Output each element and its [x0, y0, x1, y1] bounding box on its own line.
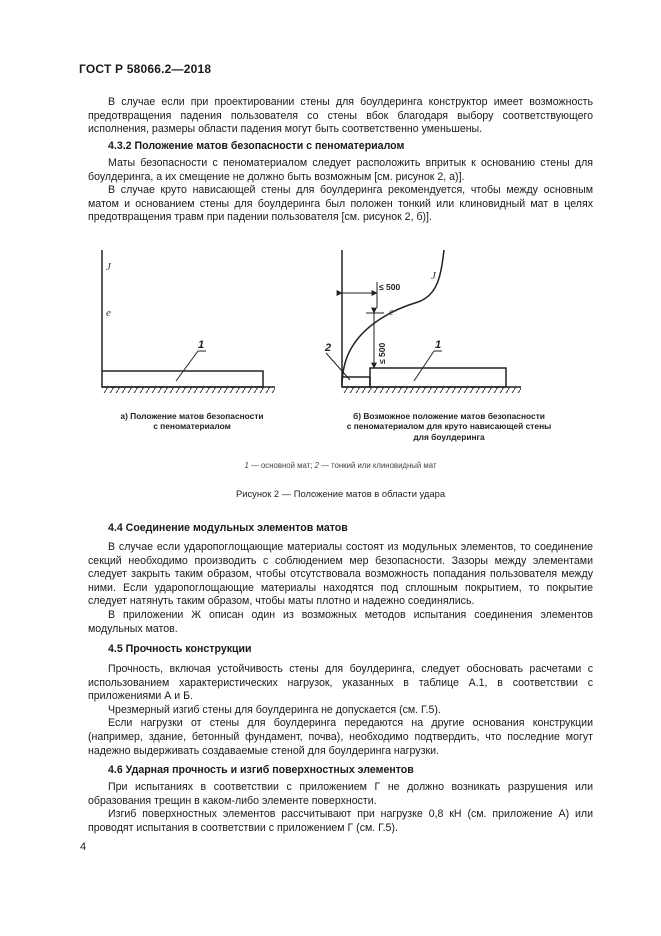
main-mat-a [102, 371, 263, 387]
wall-mark-b1: J [431, 270, 436, 282]
main-mat-b [370, 368, 506, 387]
section-4-4-paragraph: В случае если удaропоглощающие материалы состоят из модульных элементов, то соединение секций необходимо производить с соблюдением мер безопасности. Зазоры между элементами следует закрыть таким образом, чтобы отсутствовала возможность попадания пользователя между ними. Если удaропоглощающие материалы находятся под сплошным покрытием, то покрытие следует натянуть таким образом, чтобы маты плотно и надежно соединялись. [88, 541, 593, 608]
overhang-wall-curve [342, 250, 444, 387]
section-4-4-heading: 4.4 Соединение модульных элементов матов [108, 522, 348, 534]
figure-title: Рисунок 2 — Положение матов в области удара [235, 488, 446, 499]
section-4-6-heading: 4.6 Ударная прочность и изгиб поверхностных элементов [108, 764, 414, 776]
section-4-5-text [88, 663, 593, 758]
section-4-3-2-paragraph: Маты безопасности с пеноматериалом следует расположить впритык к основанию стены для боулдеринга, а их смещение не должно быть возможным [см. рисунок 2, а)]. [88, 157, 593, 183]
caption-b [315, 411, 583, 442]
section-4-4-text [88, 541, 593, 636]
caption-a-line: а) Положение матов безопасности [120, 411, 264, 421]
section-4-3-2-text [88, 157, 593, 225]
legend-num-2: 2 [314, 461, 319, 470]
wall-mark-a1: J [106, 261, 111, 273]
dim-vertical-label: ≤ 500 [377, 342, 387, 364]
section-4-3-2-heading: 4.3.2 Положение матов безопасности с пеноматериалом [108, 140, 405, 152]
figure-2 [88, 240, 593, 455]
legend-text-1: — основной мат; [248, 461, 315, 470]
thin-mat [342, 377, 370, 387]
section-4-5-paragraph: Прочность, включая устойчивость стены для боулдеринга, следует обосновать расчетами с использованием характеристических нагрузок, указанных в таблице А.1, в соответствии с приложениями А и Б. [88, 663, 593, 703]
legend-text-2: — тонкий или клиновидный мат [318, 461, 437, 470]
mat-label-a: 1 [198, 339, 205, 351]
wall-mark-a2: e [106, 307, 111, 319]
caption-b-line: для боулдеринга [413, 431, 485, 442]
leader-line-a [176, 351, 198, 381]
section-4-6-paragraph: При испытаниях в соответствии с приложением Г не должно возникать разрушения или образования трещин в каком-либо элементе поверхности. [88, 781, 593, 807]
section-4-5-paragraph: Чрезмерный изгиб стены для боулдеринга не допускается (см. Г.5). [108, 703, 441, 716]
caption-b-line: б) Возможное положение матов безопасности [353, 411, 545, 421]
wall-mark-b2: e [389, 306, 394, 318]
ground-hatch-b [342, 387, 521, 393]
mat-label-b: 1 [435, 339, 442, 351]
page-number: 4 [80, 841, 87, 853]
caption-a [102, 411, 282, 432]
panel-b [324, 250, 521, 393]
section-4-5-paragraph: Если нагрузки от стены для боулдеринга передаются на другие основания конструкции (например, здание, бетонный фундамент, почва), необходимо подтвердить, что последние могут надежно выдерживать создаваемые стеной для боулдеринга нагрузки. [88, 717, 593, 757]
figure-legend [88, 461, 593, 470]
section-4-3-2-paragraph: В случае круто нависающей стены для боулдеринга рекомендуется, чтобы между основным матом и основанием стены для боулдеринга был положен тонкий или клиновидный мат в целях предотвращения травм при падении пользователя [см. рисунок 2, б)]. [88, 184, 593, 224]
intro-text [88, 96, 593, 137]
thin-mat-label: 2 [325, 342, 332, 354]
caption-b-line: с пеноматериалом для круто нависающей стены [346, 421, 552, 432]
section-4-6-paragraph: Изгиб поверхностных элементов рассчитывают при нагрузке 0,8 кН (см. приложение А) или проводят испытания в соответствии с приложением Г (см. Г.5). [88, 808, 593, 834]
ground-hatch-a [102, 387, 275, 393]
legend-num-1: 1 [244, 461, 249, 470]
intro-paragraph: В случае если при проектировании стены для боулдеринга конструктор имеет возможность предотвращения падения пользователя со стены вбок благодаря выбору соответствующего исполнения, размеры области падения могут быть соответственно уменьшены. [88, 96, 593, 136]
section-4-6-text [88, 781, 593, 835]
standard-code: ГОСТ Р 58066.2—2018 [79, 62, 212, 76]
dim-horizontal-label: ≤ 500 [379, 282, 401, 292]
panel-a [102, 250, 275, 393]
section-4-5-heading: 4.5 Прочность конструкции [108, 643, 252, 655]
leader-line-b [414, 351, 434, 381]
section-4-4-paragraph: В приложении Ж описан один из возможных методов испытания соединения элементов модульных матов. [88, 608, 593, 635]
caption-a-line: с пеноматериалом [153, 421, 231, 432]
